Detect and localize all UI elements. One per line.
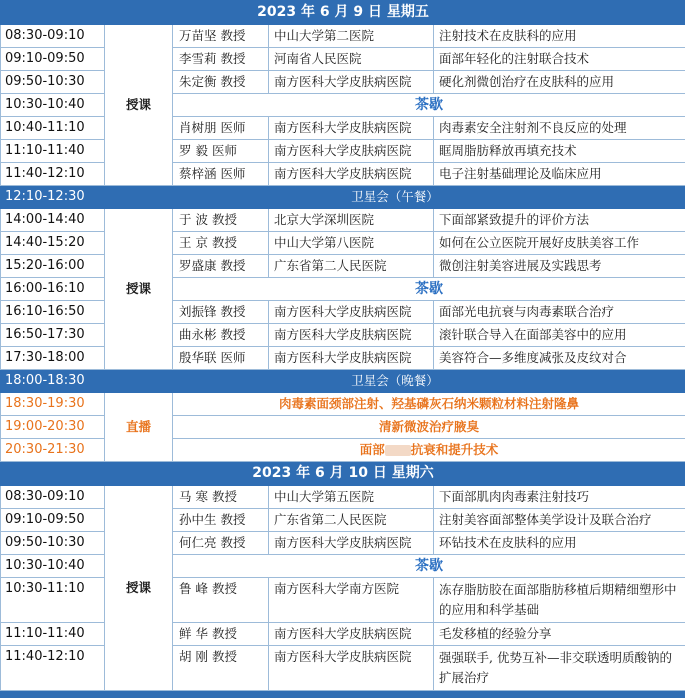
- speaker-cell: 朱定衡 教授: [173, 71, 269, 94]
- org-cell: 南方医科大学南方医院: [269, 578, 434, 623]
- tea-break-label: 茶歇: [173, 555, 685, 578]
- topic-cell: 注射技术在皮肤科的应用: [434, 25, 685, 48]
- live-topic: 清新微波治疗腋臭: [173, 416, 685, 439]
- schedule-row: [1, 301, 685, 324]
- schedule-row: [1, 163, 685, 186]
- schedule-row: [1, 209, 685, 232]
- schedule-row: [1, 509, 685, 532]
- live-topic-part-a: 面部: [360, 442, 385, 457]
- schedule-row: [1, 324, 685, 347]
- time-cell: 09:10-09:50: [1, 48, 105, 71]
- topic-cell: 微创注射美容进展及实践思考: [434, 255, 685, 278]
- time-cell: 09:50-10:30: [1, 532, 105, 555]
- speaker-cell: 曲永彬 教授: [173, 324, 269, 347]
- category-cell: 授课: [105, 486, 173, 691]
- schedule-row: [1, 140, 685, 163]
- topic-cell: 毛发移植的经验分享: [434, 623, 685, 646]
- topic-cell: 下面部肌肉肉毒素注射技巧: [434, 486, 685, 509]
- speaker-cell: 王 京 教授: [173, 232, 269, 255]
- time-cell: 09:10-09:50: [1, 509, 105, 532]
- live-topic: [173, 439, 685, 462]
- time-cell: 16:50-17:30: [1, 324, 105, 347]
- schedule-row: [1, 25, 685, 48]
- tea-break-label: 茶歇: [173, 94, 685, 117]
- time-cell: 12:10-12:30: [1, 186, 105, 209]
- org-cell: 河南省人民医院: [269, 48, 434, 71]
- speaker-cell: 马 寒 教授: [173, 486, 269, 509]
- org-cell: 南方医科大学皮肤病医院: [269, 301, 434, 324]
- time-cell: 14:40-15:20: [1, 232, 105, 255]
- live-topic-part-b: 抗衰和提升技术: [411, 442, 499, 457]
- tea-break-row: [1, 94, 685, 117]
- schedule-row: [1, 232, 685, 255]
- topic-cell: 眶周脂肪释放再填充技术: [434, 140, 685, 163]
- bottom-rule: [1, 691, 685, 698]
- speaker-cell: 李雪莉 教授: [173, 48, 269, 71]
- speaker-cell: 殷华联 医师: [173, 347, 269, 370]
- time-cell: 18:30-19:30: [1, 393, 105, 416]
- schedule-row: [1, 532, 685, 555]
- speaker-cell: 罗 毅 医师: [173, 140, 269, 163]
- org-cell: 南方医科大学皮肤病医院: [269, 532, 434, 555]
- time-cell: 10:40-11:10: [1, 117, 105, 140]
- satellite-label: 卫星会（晚餐）: [105, 370, 685, 393]
- speaker-cell: 鲜 华 教授: [173, 623, 269, 646]
- date-header-day2: [1, 462, 685, 486]
- org-cell: 南方医科大学皮肤病医院: [269, 623, 434, 646]
- schedule-row: [1, 486, 685, 509]
- time-cell: 17:30-18:00: [1, 347, 105, 370]
- schedule-row: [1, 578, 685, 623]
- time-cell: 11:40-12:10: [1, 646, 105, 691]
- time-cell: 10:30-10:40: [1, 94, 105, 117]
- schedule-row: [1, 48, 685, 71]
- category-cell: 授课: [105, 209, 173, 370]
- speaker-cell: 于 波 教授: [173, 209, 269, 232]
- topic-cell: 环钻技术在皮肤科的应用: [434, 532, 685, 555]
- topic-cell: 美容符合—多维度减张及皮纹对合: [434, 347, 685, 370]
- org-cell: 南方医科大学皮肤病医院: [269, 71, 434, 94]
- category-cell: 直播: [105, 393, 173, 462]
- topic-cell: 注射美容面部整体美学设计及联合治疗: [434, 509, 685, 532]
- time-cell: 08:30-09:10: [1, 486, 105, 509]
- date-header-text: 2023 年 6 月 10 日 星期六: [1, 462, 685, 486]
- org-cell: 广东省第二人民医院: [269, 255, 434, 278]
- time-cell: 11:10-11:40: [1, 140, 105, 163]
- speaker-cell: 何仁亮 教授: [173, 532, 269, 555]
- tea-break-label: 茶歇: [173, 278, 685, 301]
- tea-break-row: [1, 278, 685, 301]
- bottom-bar: [1, 691, 685, 698]
- org-cell: 中山大学第八医院: [269, 232, 434, 255]
- tea-break-row: [1, 555, 685, 578]
- speaker-cell: 罗盛康 教授: [173, 255, 269, 278]
- schedule-row: [1, 117, 685, 140]
- org-cell: 南方医科大学皮肤病医院: [269, 117, 434, 140]
- time-cell: 16:00-16:10: [1, 278, 105, 301]
- org-cell: 中山大学第二医院: [269, 25, 434, 48]
- time-cell: 16:10-16:50: [1, 301, 105, 324]
- speaker-cell: 孙中生 教授: [173, 509, 269, 532]
- org-cell: 南方医科大学皮肤病医院: [269, 347, 434, 370]
- live-topic: 肉毒素面颈部注射、羟基磷灰石纳米颗粒材料注射隆鼻: [173, 393, 685, 416]
- topic-cell: 硬化剂微创治疗在皮肤科的应用: [434, 71, 685, 94]
- speaker-cell: 肖树朋 医师: [173, 117, 269, 140]
- org-cell: 北京大学深圳医院: [269, 209, 434, 232]
- time-cell: 20:30-21:30: [1, 439, 105, 462]
- org-cell: 南方医科大学皮肤病医院: [269, 140, 434, 163]
- topic-cell: 电子注射基础理论及临床应用: [434, 163, 685, 186]
- redacted-mark: [385, 445, 411, 456]
- date-header-day1: [1, 1, 685, 25]
- time-cell: 10:30-10:40: [1, 555, 105, 578]
- topic-cell: 强强联手, 优势互补—非交联透明质酸钠的扩展治疗: [434, 646, 685, 691]
- speaker-cell: 鲁 峰 教授: [173, 578, 269, 623]
- schedule-row: [1, 71, 685, 94]
- topic-cell: 面部光电抗衰与肉毒素联合治疗: [434, 301, 685, 324]
- dinner-satellite-row: [1, 370, 685, 393]
- org-cell: 南方医科大学皮肤病医院: [269, 646, 434, 691]
- speaker-cell: 胡 刚 教授: [173, 646, 269, 691]
- schedule-row: [1, 255, 685, 278]
- org-cell: 广东省第二人民医院: [269, 509, 434, 532]
- schedule-row: [1, 646, 685, 691]
- topic-cell: 面部年轻化的注射联合技术: [434, 48, 685, 71]
- topic-cell: 下面部紧致提升的评价方法: [434, 209, 685, 232]
- live-row: [1, 416, 685, 439]
- time-cell: 09:50-10:30: [1, 71, 105, 94]
- live-row: [1, 439, 685, 462]
- lunch-satellite-row: [1, 186, 685, 209]
- time-cell: 14:00-14:40: [1, 209, 105, 232]
- schedule-row: [1, 347, 685, 370]
- speaker-cell: 蔡梓涵 医师: [173, 163, 269, 186]
- time-cell: 18:00-18:30: [1, 370, 105, 393]
- org-cell: 南方医科大学皮肤病医院: [269, 163, 434, 186]
- time-cell: 15:20-16:00: [1, 255, 105, 278]
- time-cell: 11:10-11:40: [1, 623, 105, 646]
- org-cell: 中山大学第五医院: [269, 486, 434, 509]
- topic-cell: 冻存脂肪胶在面部脂肪移植后期精细塑形中的应用和科学基础: [434, 578, 685, 623]
- org-cell: 南方医科大学皮肤病医院: [269, 324, 434, 347]
- satellite-label: 卫星会（午餐）: [105, 186, 685, 209]
- time-cell: 11:40-12:10: [1, 163, 105, 186]
- time-cell: 19:00-20:30: [1, 416, 105, 439]
- topic-cell: 如何在公立医院开展好皮肤美容工作: [434, 232, 685, 255]
- topic-cell: 肉毒素安全注射剂不良反应的处理: [434, 117, 685, 140]
- speaker-cell: 刘振锋 教授: [173, 301, 269, 324]
- time-cell: 08:30-09:10: [1, 25, 105, 48]
- date-header-text: 2023 年 6 月 9 日 星期五: [1, 1, 685, 25]
- category-cell: 授课: [105, 25, 173, 186]
- topic-cell: 滚针联合导入在面部美容中的应用: [434, 324, 685, 347]
- time-cell: 10:30-11:10: [1, 578, 105, 623]
- schedule-row: [1, 623, 685, 646]
- live-row: [1, 393, 685, 416]
- speaker-cell: 万苗坚 教授: [173, 25, 269, 48]
